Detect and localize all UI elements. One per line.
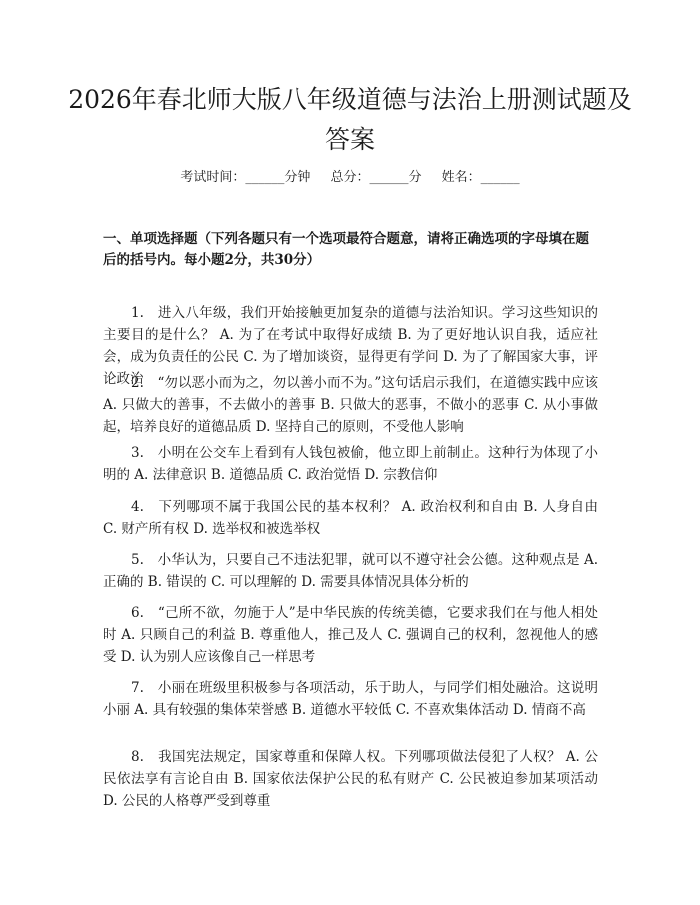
exam-time: 考试时间：______分钟 [180,170,311,185]
exam-name: 姓名：______ [441,170,520,185]
question-7: 7. 小丽在班级里积极参与各项活动，乐于助人，与同学们相处融洽。这说明小丽 A. 具有较强的集体荣誉感 B. 道德水平较低 C. 不喜欢集体活动 D. 情商不高 [103,680,598,718]
question-6: 6. “己所不欲，勿施于人”是中华民族的传统美德，它要求我们在与他人相处时 A. 只顾自己的利益 B. 尊重他人，推己及人 C. 强调自己的权利，忽视他人的感受 D. 认为别人应该像自己一样思考 [103,605,598,665]
question-2: 2. “勿以恶小而为之，勿以善小而不为。”这句话启示我们，在道德实践中应该 A. 只做大的善事，不去做小的善事 B. 只做大的恶事，不做小的恶事 C. 从小事做起，培养良好的道德品质 D. 坚持自己的原则，不受他人影响 [103,375,598,435]
section-heading: 一、单项选择题（下列各题只有一个选项最符合题意，请将正确选项的字母填在题后的括号内。每小题2分，共30分） [103,231,589,268]
question-5: 5. 小华认为，只要自己不违法犯罪，就可以不遵守社会公德。这种观点是 A. 正确的 B. 错误的 C. 可以理解的 D. 需要具体情况具体分析的 [103,552,598,590]
question-8: 8. 我国宪法规定，国家尊重和保障人权。下列哪项做法侵犯了人权？ A. 公民依法享有言论自由 B. 国家依法保护公民的私有财产 C. 公民被迫参加某项活动 D. 公民的人格尊严受到尊重 [103,749,598,809]
question-3: 3. 小明在公交车上看到有人钱包被偷，他立即上前制止。这种行为体现了小明的 A. 法律意识 B. 道德品质 C. 政治觉悟 D. 宗教信仰 [103,445,598,483]
document-title: 2026年春北师大版八年级道德与法治上册测试题及答案 [68,85,632,154]
question-4: 4. 下列哪项不属于我国公民的基本权利？ A. 政治权利和自由 B. 人身自由 C. 财产所有权 D. 选举权和被选举权 [103,499,598,537]
exam-meta [0,168,700,188]
question-1: 1. 进入八年级，我们开始接触更加复杂的道德与法治知识。学习这些知识的主要目的是什么？ A. 为了在考试中取得好成绩 B. 为了更好地认识自我，适应社会，成为负责任的公民 C. 为了增加谈资，显得更有学问 D. 为了了解国家大事，评论政治 [103,305,598,387]
exam-score: 总分：______分 [330,170,422,185]
